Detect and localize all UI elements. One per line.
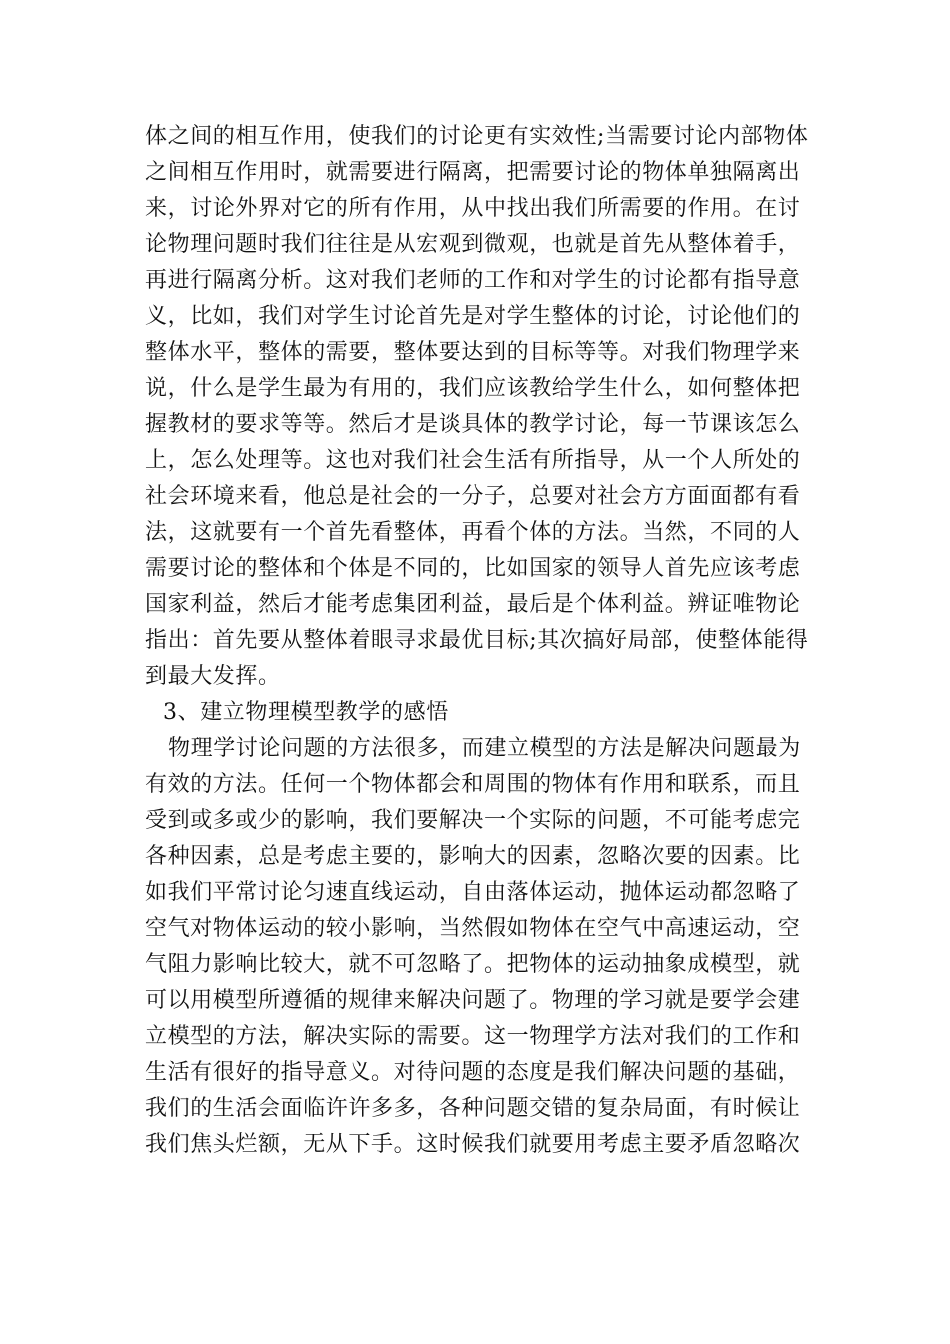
paragraph-line: 握教材的要求等等。然后才是谈具体的教学讨论，每一节课该怎么	[145, 412, 801, 437]
paragraph-line: 各种因素，总是考虑主要的，影响大的因素，忽略次要的因素。比	[145, 844, 801, 869]
paragraph-line: 体之间的相互作用，使我们的讨论更有实效性;当需要讨论内部物体	[145, 124, 809, 149]
paragraph-line: 可以用模型所遵循的规律来解决问题了。物理的学习就是要学会建	[145, 988, 801, 1013]
paragraph-line: 生活有很好的指导意义。对待问题的态度是我们解决问题的基础，	[145, 1060, 801, 1085]
paragraph-line: 之间相互作用时，就需要进行隔离，把需要讨论的物体单独隔离出	[145, 160, 801, 185]
paragraph-line: 指出：首先要从整体着眼寻求最优目标;其次搞好局部，使整体能得	[145, 628, 809, 653]
paragraph-line: 到最大发挥。	[145, 664, 281, 689]
paragraph-line: 立模型的方法，解决实际的需要。这一物理学方法对我们的工作和	[145, 1024, 801, 1049]
paragraph-line: 法，这就要有一个首先看整体，再看个体的方法。当然，不同的人	[145, 520, 801, 545]
paragraph-line: 我们的生活会面临许许多多，各种问题交错的复杂局面，有时候让	[145, 1096, 801, 1121]
paragraph-line: 我们焦头烂额，无从下手。这时候我们就要用考虑主要矛盾忽略次	[145, 1132, 801, 1157]
paragraph-line: 说，什么是学生最为有用的，我们应该教给学生什么，如何整体把	[145, 376, 801, 401]
paragraph-line: 如我们平常讨论匀速直线运动，自由落体运动，抛体运动都忽略了	[145, 880, 801, 905]
paragraph-line: 气阻力影响比较大，就不可忽略了。把物体的运动抽象成模型，就	[145, 952, 801, 977]
paragraph-line: 论物理问题时我们往往是从宏观到微观，也就是首先从整体着手，	[145, 232, 801, 257]
paragraph-line: 整体水平，整体的需要，整体要达到的目标等等。对我们物理学来	[145, 340, 801, 365]
paragraph-line: 有效的方法。任何一个物体都会和周围的物体有作用和联系，而且	[145, 772, 801, 797]
paragraph-line: 义，比如，我们对学生讨论首先是对学生整体的讨论，讨论他们的	[145, 304, 801, 329]
section-heading: 3、建立物理模型教学的感悟	[163, 700, 449, 725]
paragraph-line: 上，怎么处理等。这也对我们社会生活有所指导，从一个人所处的	[145, 448, 801, 473]
paragraph-line: 社会环境来看，他总是社会的一分子，总要对社会方方面面都有看	[145, 484, 801, 509]
paragraph-line: 受到或多或少的影响，我们要解决一个实际的问题，不可能考虑完	[145, 808, 801, 833]
paragraph-line: 来，讨论外界对它的所有作用，从中找出我们所需要的作用。在讨	[145, 196, 801, 221]
paragraph-line: 国家利益，然后才能考虑集团利益，最后是个体利益。辨证唯物论	[145, 592, 801, 617]
paragraph-line: 物理学讨论问题的方法很多，而建立模型的方法是解决问题最为	[168, 736, 801, 761]
paragraph-line: 空气对物体运动的较小影响，当然假如物体在空气中高速运动，空	[145, 916, 801, 941]
paragraph-line: 再进行隔离分析。这对我们老师的工作和对学生的讨论都有指导意	[145, 268, 801, 293]
paragraph-line: 需要讨论的整体和个体是不同的，比如国家的领导人首先应该考虑	[145, 556, 801, 581]
